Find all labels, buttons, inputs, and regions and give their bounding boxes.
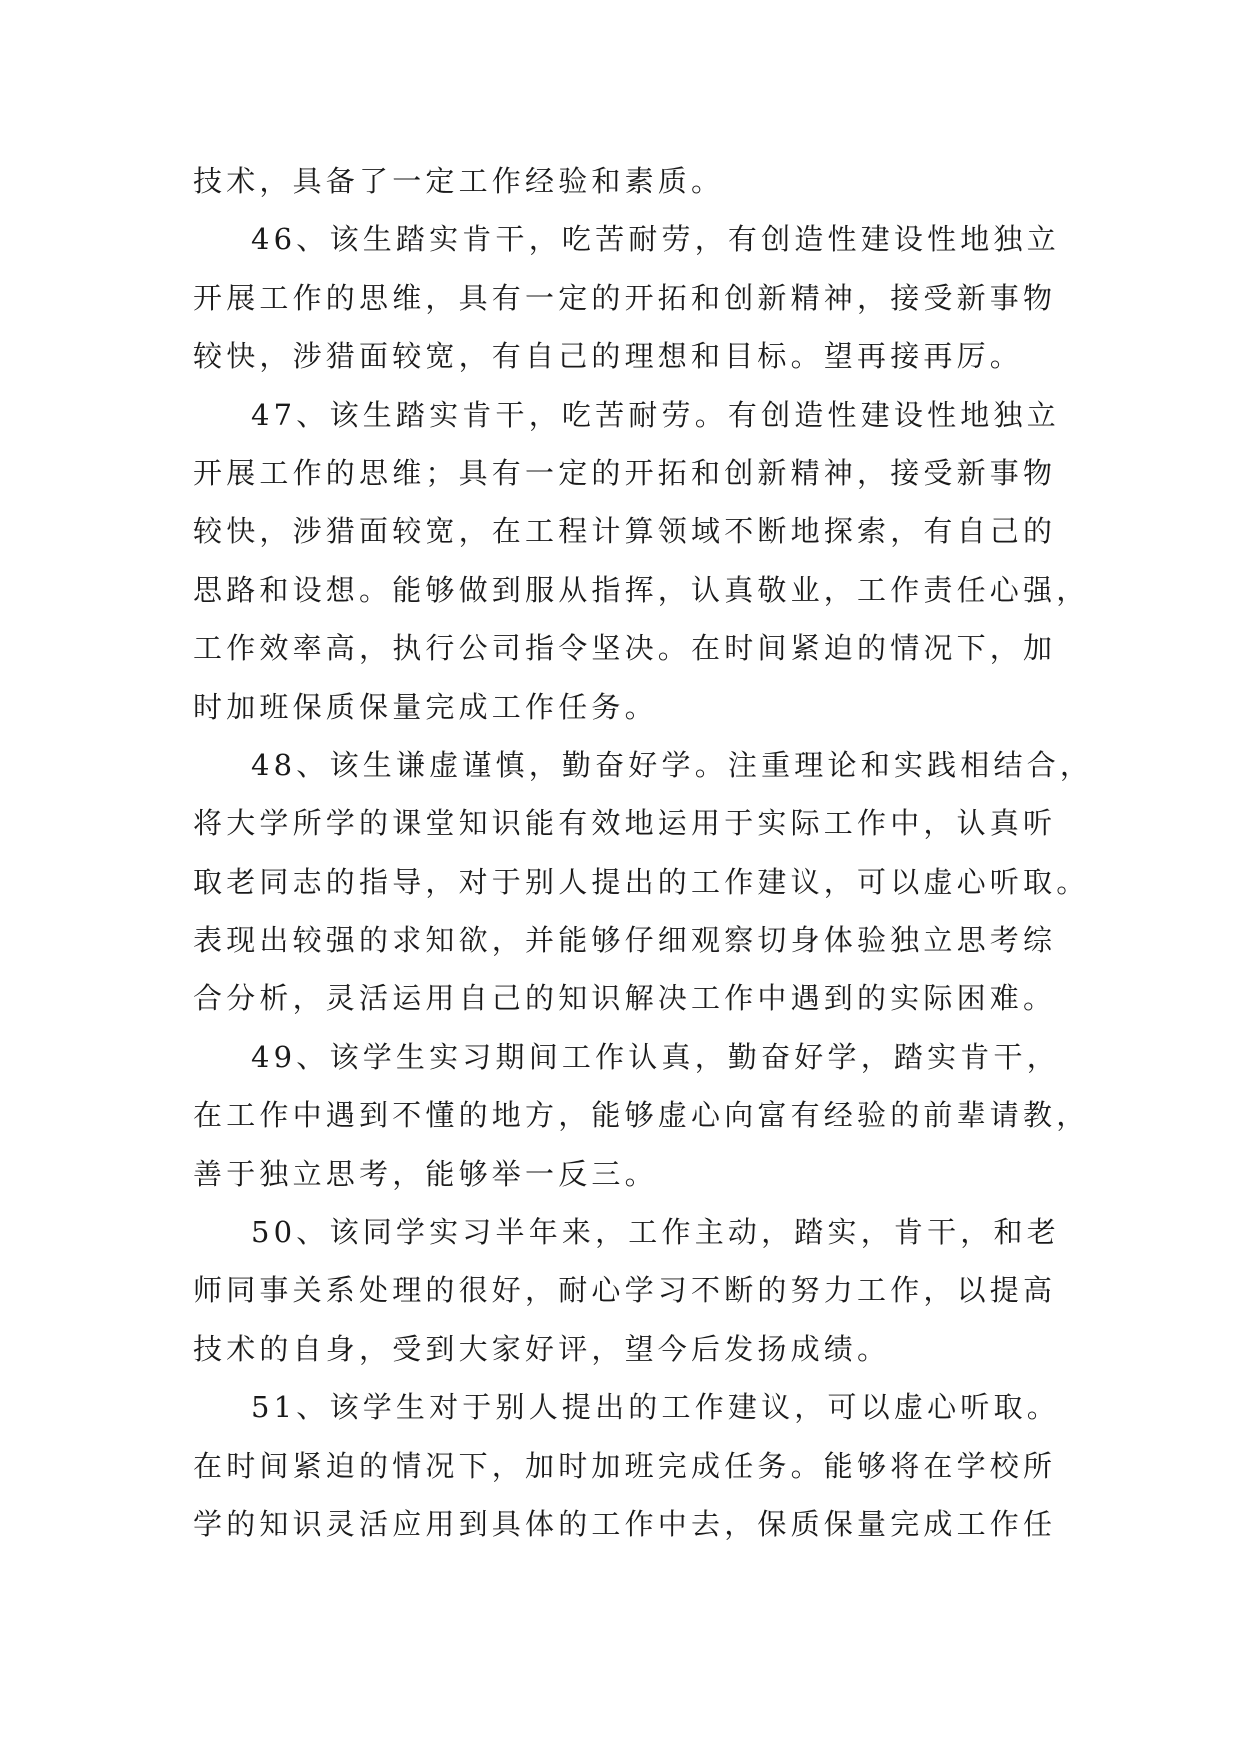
- text-line: 技术，具备了一定工作经验和素质。: [193, 164, 725, 198]
- text-line: 47、该生踏实肯干，吃苦耐劳。有创造性建设性地独立: [251, 397, 1060, 432]
- text-line: 48、该生谦虚谨慎，勤奋好学。注重理论和实践相结合，: [251, 747, 1094, 782]
- text-line: 较快，涉猎面较宽，有自己的理想和目标。望再接再厉。: [193, 339, 1024, 374]
- text-line: 开展工作的思维，具有一定的开拓和创新精神，接受新事物: [193, 280, 1057, 315]
- text-line: 技术的自身，受到大家好评，望今后发扬成绩。: [193, 1331, 891, 1366]
- text-line: 50、该同学实习半年来，工作主动，踏实，肯干，和老: [251, 1215, 1060, 1250]
- text-line: 取老同志的指导，对于别人提出的工作建议，可以虚心听取。: [193, 864, 1090, 899]
- text-line: 时加班保质保量完成工作任务。: [193, 689, 658, 724]
- text-line: 在工作中遇到不懂的地方，能够虚心向富有经验的前辈请教，: [193, 1098, 1090, 1133]
- text-line: 师同事关系处理的很好，耐心学习不断的努力工作，以提高: [193, 1273, 1057, 1308]
- text-line: 表现出较强的求知欲，并能够仔细观察切身体验独立思考综: [193, 923, 1057, 958]
- text-line: 合分析，灵活运用自己的知识解决工作中遇到的实际困难。: [193, 981, 1057, 1016]
- text-line: 将大学所学的课堂知识能有效地运用于实际工作中，认真听: [193, 806, 1057, 841]
- text-line: 工作效率高，执行公司指令坚决。在时间紧迫的情况下，加: [193, 631, 1057, 666]
- text-line: 开展工作的思维；具有一定的开拓和创新精神，接受新事物: [193, 455, 1057, 490]
- body-text: [193, 152, 1094, 1553]
- text-line: 思路和设想。能够做到服从指挥，认真敬业，工作责任心强，: [193, 572, 1090, 607]
- text-line: 善于独立思考，能够举一反三。: [193, 1156, 658, 1191]
- text-line: 较快，涉猎面较宽，在工程计算领域不断地探索，有自己的: [193, 514, 1057, 549]
- text-line: 在时间紧迫的情况下，加时加班完成任务。能够将在学校所: [193, 1448, 1057, 1483]
- text-line: 51、该学生对于别人提出的工作建议，可以虚心听取。: [251, 1390, 1060, 1425]
- text-line: 46、该生踏实肯干，吃苦耐劳，有创造性建设性地独立: [251, 222, 1060, 257]
- text-line: 学的知识灵活应用到具体的工作中去，保质保量完成工作任: [193, 1506, 1057, 1541]
- text-line: 49、该学生实习期间工作认真，勤奋好学，踏实肯干，: [251, 1039, 1060, 1074]
